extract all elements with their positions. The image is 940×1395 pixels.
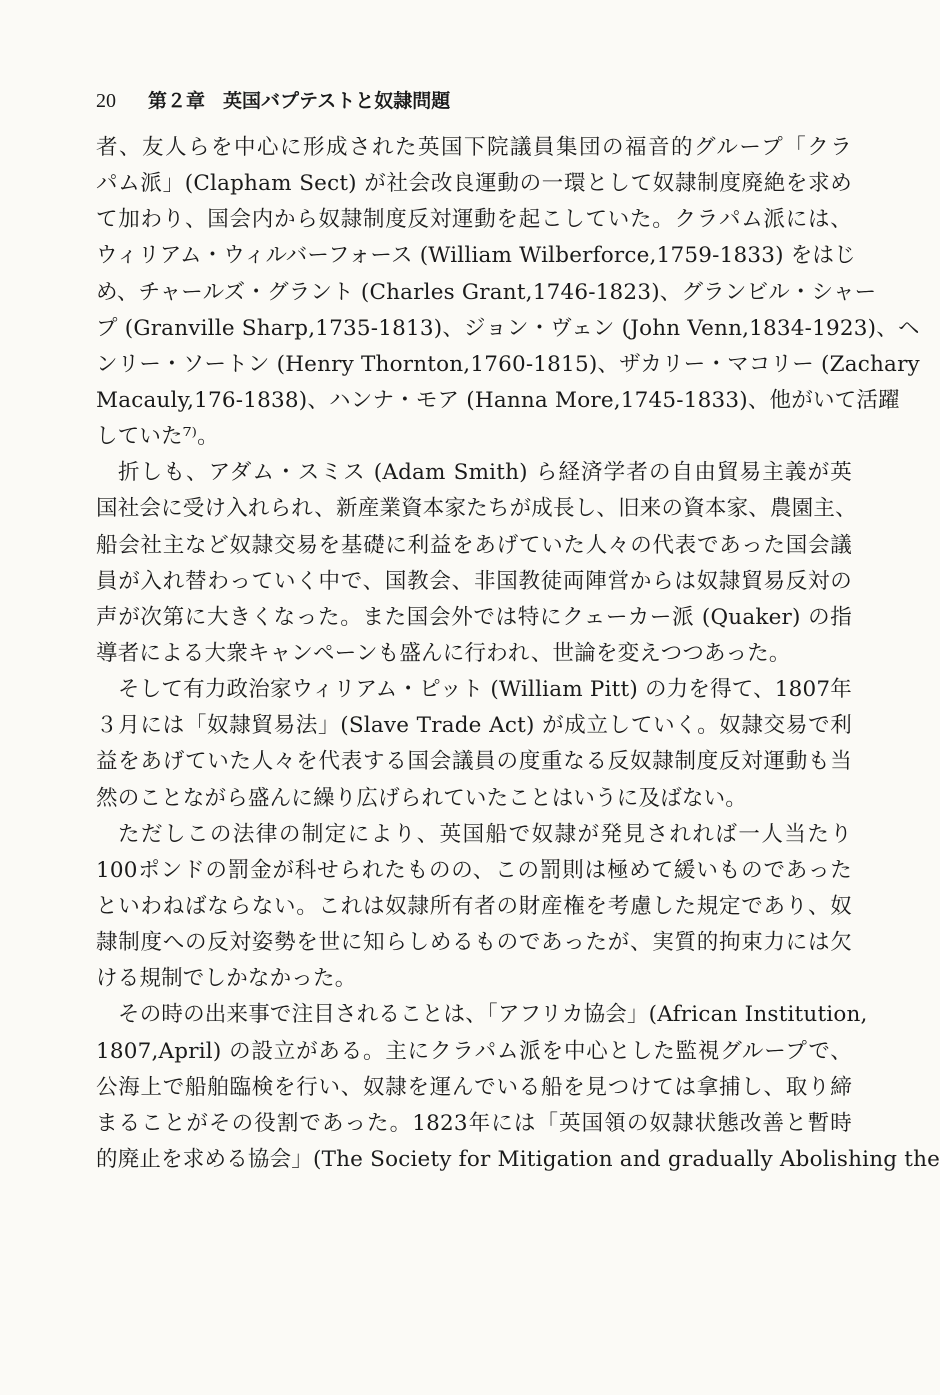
text-line: ける規制でしかなかった。 bbox=[96, 966, 357, 992]
text-line: していた⁷⁾。 bbox=[96, 424, 219, 450]
text-line: そして有力政治家ウィリアム・ピット (William Pitt) の力を得て、1807年 bbox=[118, 677, 852, 703]
page-number: 20 bbox=[96, 90, 116, 112]
text-line: 船会社主など奴隷交易を基礎に利益をあげていた人々の代表であった国会議 bbox=[96, 532, 852, 558]
text-line: ンリー・ソートン (Henry Thornton,1760-1815)、ザカリー・マコリー (Zachary bbox=[96, 351, 920, 377]
text-line: 国社会に受け入れられ、新産業資本家たちが成長し、旧来の資本家、農園主、 bbox=[96, 496, 857, 522]
text-line: め、チャールズ・グラント (Charles Grant,1746-1823)、グランビル・シャー bbox=[96, 279, 877, 305]
text-line: パム派」(Clapham Sect) が社会改良運動の一環として奴隷制度廃絶を求め bbox=[96, 171, 852, 197]
text-line: 100ポンドの罰金が科せられたものの、この罰則は極めて緩いものであった bbox=[96, 857, 852, 883]
text-line: といわねばならない。これは奴隷所有者の財産権を考慮した規定であり、奴 bbox=[96, 893, 852, 919]
text-line: 1807,April) の設立がある。主にクラパム派を中心とした監視グループで、 bbox=[96, 1038, 852, 1064]
text-line: プ (Granville Sharp,1735-1813)、ジョン・ヴェン (John Venn,1834-1923)、ヘ bbox=[96, 315, 920, 341]
text-line: て加わり、国会内から奴隷制度反対運動を起こしていた。クラパム派には、 bbox=[96, 207, 852, 233]
text-line: ただしこの法律の制定により、英国船で奴隷が発見されれば一人当たり bbox=[118, 821, 852, 847]
text-line: 員が入れ替わっていく中で、国教会、非国教徒両陣営からは奴隷貿易反対の bbox=[96, 568, 852, 594]
text-line: まることがその役割であった。1823年には「英国領の奴隷状態改善と暫時 bbox=[96, 1110, 852, 1136]
text-line: ウィリアム・ウィルバーフォース (William Wilberforce,1759-1833) をはじ bbox=[96, 243, 856, 269]
text-line: 導者による大衆キャンペーンも盛んに行われ、世論を変えつつあった。 bbox=[96, 640, 791, 666]
chapter-label: 第２章 bbox=[148, 90, 206, 112]
body-text bbox=[96, 130, 940, 1178]
text-line: 隷制度への反対姿勢を世に知らしめるものであったが、実質的拘束力には欠 bbox=[96, 930, 852, 956]
text-line: 然のことながら盛んに繰り広げられていたことはいうに及ばない。 bbox=[96, 785, 748, 811]
running-head bbox=[96, 86, 450, 116]
text-line: その時の出来事で注目されることは、「アフリカ協会」(African Institution, bbox=[118, 1002, 868, 1028]
text-line: 声が次第に大きくなった。また国会外では特にクェーカー派 (Quaker) の指 bbox=[96, 604, 852, 630]
chapter-title: 英国バプテストと奴隷問題 bbox=[223, 90, 451, 112]
text-line: 者、友人らを中心に形成された英国下院議員集団の福音的グループ「クラ bbox=[96, 135, 852, 160]
text-line: 的廃止を求める協会」(The Society for Mitigation and gradually Abolishing the bbox=[96, 1146, 940, 1172]
text-line: Macauly,176-1838)、ハンナ・モア (Hanna More,1745-1833)、他がいて活躍 bbox=[96, 387, 900, 413]
text-line: 益をあげていた人々を代表する国会議員の度重なる反奴隷制度反対運動も当 bbox=[96, 749, 852, 775]
text-line: 公海上で船舶臨検を行い、奴隷を運んでいる船を見つけては拿捕し、取り締 bbox=[96, 1074, 852, 1100]
text-line: ３月には「奴隷貿易法」(Slave Trade Act) が成立していく。奴隷交易で利 bbox=[96, 713, 852, 739]
text-line: 折しも、アダム・スミス (Adam Smith) ら経済学者の自由貿易主義が英 bbox=[118, 460, 852, 486]
